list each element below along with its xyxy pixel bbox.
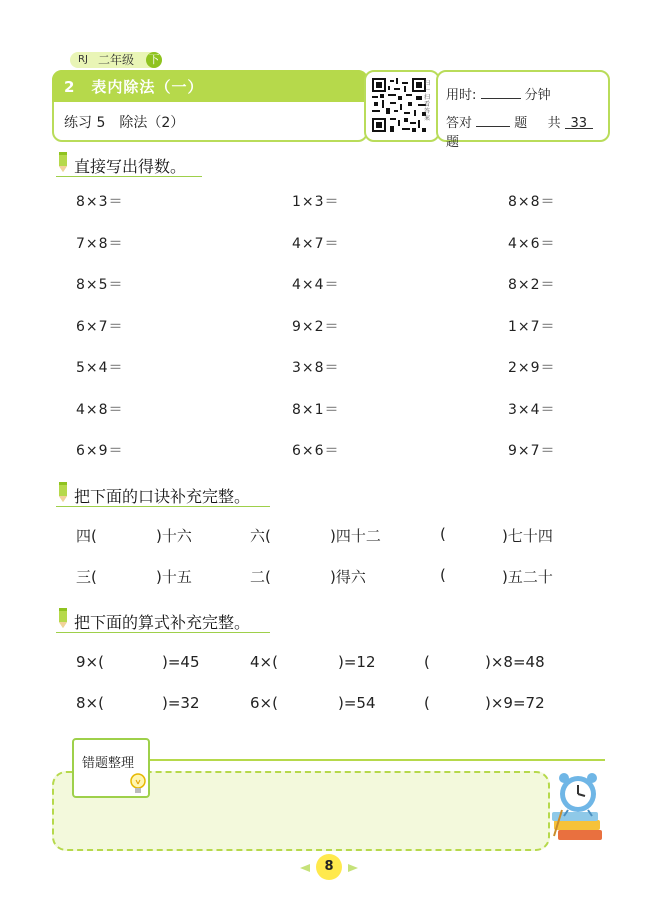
equation-prefix: ( (424, 694, 430, 712)
rhyme-suffix: )四十二 (330, 527, 381, 545)
time-unit: 分钟 (524, 88, 551, 103)
rhyme-suffix: )五二十 (502, 568, 553, 586)
rhyme-prefix: 二( (250, 568, 271, 586)
series-code: RJ (78, 54, 88, 65)
equation-suffix: )=32 (162, 694, 200, 712)
equation-blank[interactable] (444, 694, 481, 712)
equation-suffix: )=54 (338, 694, 376, 712)
total-count: 33 (565, 116, 593, 129)
equation-prefix: 4×( (250, 653, 278, 671)
rhyme-prefix: 三( (76, 568, 97, 586)
calc-question[interactable]: 3×4＝ (508, 402, 556, 418)
calc-question[interactable]: 8×1＝ (292, 402, 340, 418)
rhyme-blank[interactable] (270, 566, 326, 584)
calc-question[interactable]: 5×4＝ (76, 360, 124, 376)
equation-prefix: 9×( (76, 653, 104, 671)
calc-question[interactable]: 4×8＝ (76, 402, 124, 418)
rhyme-suffix: )十六 (156, 527, 192, 545)
correct-label: 答对 (446, 116, 473, 131)
page-number: 8 (316, 854, 342, 880)
calc-question[interactable]: 1×3＝ (292, 194, 340, 210)
equation-prefix: 6×( (250, 694, 278, 712)
grade-label: 二年级 (98, 53, 135, 67)
calc-question[interactable]: 6×7＝ (76, 319, 124, 335)
equation-suffix: )=45 (162, 653, 200, 671)
pencil-icon (56, 607, 70, 629)
pencil-icon (56, 481, 70, 503)
qr-hint: 扫一扫看答案 (424, 80, 431, 122)
equation-blank[interactable] (270, 653, 334, 671)
rhyme-blank[interactable] (96, 566, 152, 584)
mistakes-label: 错题整理 (82, 756, 135, 771)
score-row (446, 112, 608, 150)
correct-blank[interactable] (476, 114, 510, 127)
rhyme-suffix: )得六 (330, 568, 366, 586)
calc-question[interactable]: 8×3＝ (76, 194, 124, 210)
time-blank[interactable] (481, 86, 521, 99)
calc-question[interactable]: 4×6＝ (508, 236, 556, 252)
equation-suffix: )=12 (338, 653, 376, 671)
section3-underline (56, 632, 270, 633)
rhyme-suffix: )十五 (156, 568, 192, 586)
calc-question[interactable]: 8×5＝ (76, 277, 124, 293)
rhyme-blank[interactable] (270, 525, 326, 543)
calc-question[interactable]: 8×2＝ (508, 277, 556, 293)
calc-question[interactable]: 2×9＝ (508, 360, 556, 376)
section2-title: 把下面的口诀补充完整。 (74, 487, 251, 506)
mistakes-rule (150, 759, 605, 761)
rhyme-blank[interactable] (460, 525, 498, 543)
time-row (446, 84, 551, 103)
equation-blank[interactable] (96, 694, 158, 712)
rhyme-prefix: 六( (250, 527, 271, 545)
section1-underline (56, 176, 202, 177)
lesson-title: 练习 5 除法（2） (64, 115, 185, 131)
rhyme-blank[interactable] (96, 525, 152, 543)
equation-prefix: 8×( (76, 694, 104, 712)
qr-code-icon[interactable] (372, 78, 426, 132)
equation-prefix: ( (424, 653, 430, 671)
calc-question[interactable]: 3×8＝ (292, 360, 340, 376)
unit-title: 2 表内除法（一） (64, 78, 204, 96)
section3-title: 把下面的算式补充完整。 (74, 613, 251, 632)
calc-question[interactable]: 9×2＝ (292, 319, 340, 335)
calc-question[interactable]: 8×8＝ (508, 194, 556, 210)
equation-blank[interactable] (96, 653, 158, 671)
total-label: 共 (547, 116, 561, 131)
equation-blank[interactable] (444, 653, 481, 671)
rhyme-prefix: ( (440, 525, 446, 543)
equation-blank[interactable] (270, 694, 334, 712)
time-panel (436, 70, 610, 150)
page-left-arrow (300, 864, 310, 872)
alarm-clock-books-icon (548, 770, 608, 844)
page-right-arrow (348, 864, 358, 872)
correct-unit: 题 (514, 116, 528, 131)
calc-question[interactable]: 6×6＝ (292, 443, 340, 459)
rhyme-prefix: 四( (76, 527, 97, 545)
section1-title: 直接写出得数。 (74, 157, 187, 176)
section2-underline (56, 506, 270, 507)
calc-question[interactable]: 6×9＝ (76, 443, 124, 459)
rhyme-prefix: ( (440, 566, 446, 584)
equation-suffix: )×8=48 (485, 653, 545, 671)
total-unit: 题 (446, 135, 460, 150)
rhyme-suffix: )七十四 (502, 527, 553, 545)
calc-question[interactable]: 9×7＝ (508, 443, 556, 459)
equation-suffix: )×9=72 (485, 694, 545, 712)
calc-question[interactable]: 1×7＝ (508, 319, 556, 335)
calc-question[interactable]: 4×7＝ (292, 236, 340, 252)
volume-badge: 下 (146, 52, 162, 68)
calc-question[interactable]: 4×4＝ (292, 277, 340, 293)
rhyme-blank[interactable] (460, 566, 498, 584)
lightbulb-icon (128, 772, 148, 796)
calc-question[interactable]: 7×8＝ (76, 236, 124, 252)
grade-tag (70, 52, 162, 68)
time-label: 用时: (446, 88, 477, 103)
pencil-icon (56, 151, 70, 173)
